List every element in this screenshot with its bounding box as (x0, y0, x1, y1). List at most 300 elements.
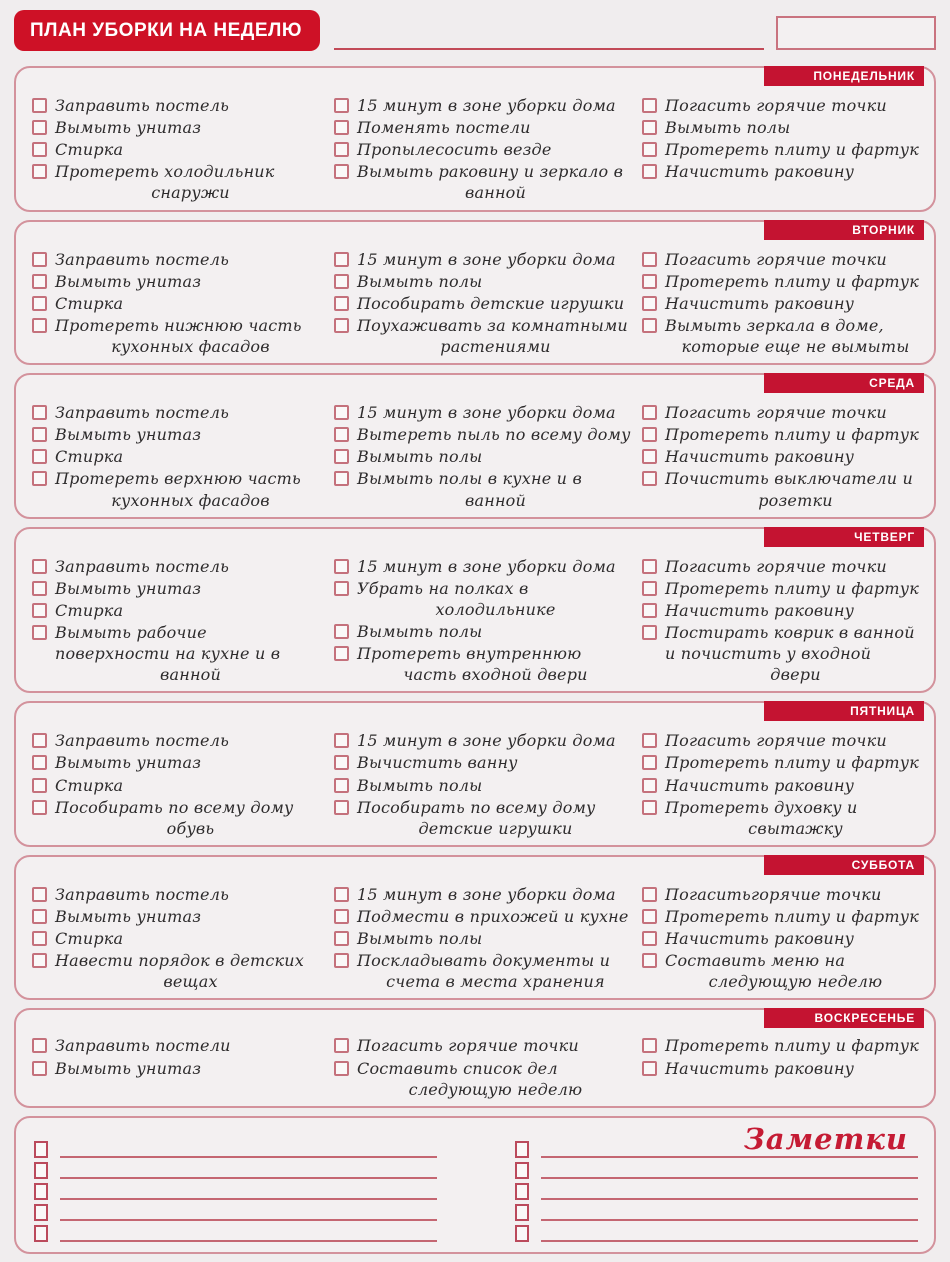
task-label: Вымыть полы (665, 118, 791, 138)
task-item (334, 1058, 634, 1100)
task-label: Заправить постель (55, 884, 230, 904)
task-item (334, 730, 634, 751)
task-item (334, 293, 634, 314)
task-checkbox[interactable] (334, 449, 349, 464)
task-label: Навести порядок в детских вещах (55, 951, 305, 992)
task-label: Составить меню на следующую неделю (665, 951, 883, 992)
note-row (515, 1222, 918, 1242)
task-label: Начистить раковину (665, 775, 855, 795)
note-row (34, 1180, 437, 1200)
task-checkbox[interactable] (642, 953, 657, 968)
task-checkbox[interactable] (334, 252, 349, 267)
note-row (515, 1201, 918, 1221)
task-checkbox[interactable] (334, 296, 349, 311)
task-checkbox[interactable] (334, 98, 349, 113)
task-item (32, 556, 326, 577)
task-item (32, 1058, 326, 1079)
task-label: Заправить постель (55, 556, 230, 576)
task-columns (32, 95, 926, 205)
task-columns (32, 884, 926, 994)
task-item (642, 293, 926, 314)
task-label: Составить список дел следующую неделю (357, 1058, 583, 1099)
task-label: Протереть плиту и фартук (665, 140, 919, 160)
task-label: Вымыть полы (357, 271, 483, 291)
task-item (32, 468, 326, 510)
task-item (642, 950, 926, 992)
task-item (32, 797, 326, 839)
task-label: Заправить постель (55, 731, 230, 751)
day-card (14, 373, 936, 519)
note-checkbox[interactable] (34, 1225, 48, 1242)
task-label: Протереть внутреннюю часть входной двери (357, 644, 588, 685)
task-checkbox[interactable] (32, 887, 47, 902)
task-item (334, 117, 634, 138)
note-checkbox[interactable] (515, 1162, 529, 1179)
note-checkbox[interactable] (34, 1183, 48, 1200)
task-label: Поухаживать за комнатными растениями (357, 315, 628, 356)
task-checkbox[interactable] (32, 778, 47, 793)
task-label: 15 минут в зоне уборки дома (357, 731, 616, 751)
task-item (32, 578, 326, 599)
task-item (334, 752, 634, 773)
note-fill-in-line[interactable] (541, 1156, 918, 1158)
day-card (14, 66, 936, 212)
task-checkbox[interactable] (642, 120, 657, 135)
note-row (34, 1201, 437, 1221)
task-label: Стирка (55, 140, 124, 160)
note-fill-in-line[interactable] (541, 1240, 918, 1242)
task-item (642, 906, 926, 927)
task-checkbox[interactable] (642, 559, 657, 574)
task-item (334, 271, 634, 292)
task-label: Протереть плиту и фартук (665, 1036, 919, 1056)
task-label: Погасить горячие точки (665, 403, 887, 423)
task-checkbox[interactable] (642, 581, 657, 596)
task-item (32, 906, 326, 927)
task-item (642, 797, 926, 839)
note-row (34, 1159, 437, 1179)
task-label: Заправить постель (55, 96, 230, 115)
task-checkbox[interactable] (32, 449, 47, 464)
note-fill-in-line[interactable] (541, 1198, 918, 1200)
task-label: Погаситьгорячие точки (665, 884, 882, 904)
task-columns (32, 556, 926, 687)
note-checkbox[interactable] (34, 1162, 48, 1179)
task-column (32, 730, 326, 840)
task-label: Погасить горячие точки (665, 249, 887, 269)
task-checkbox[interactable] (642, 318, 657, 333)
task-item (642, 556, 926, 577)
note-fill-in-line[interactable] (60, 1240, 437, 1242)
task-item (334, 1035, 634, 1056)
task-label: Вымыть унитаз (55, 118, 202, 138)
task-checkbox[interactable] (334, 733, 349, 748)
task-label: Погасить горячие точки (665, 96, 887, 115)
note-row (34, 1222, 437, 1242)
task-columns (32, 1035, 926, 1100)
task-column (642, 884, 926, 994)
task-checkbox[interactable] (334, 142, 349, 157)
task-checkbox[interactable] (642, 625, 657, 640)
task-label: Погасить горячие точки (665, 556, 887, 576)
task-checkbox[interactable] (334, 755, 349, 770)
task-checkbox[interactable] (32, 405, 47, 420)
task-column (334, 249, 634, 359)
task-checkbox[interactable] (32, 120, 47, 135)
task-label: Заправить постели (55, 1036, 231, 1056)
task-item (642, 468, 926, 510)
note-row (515, 1159, 918, 1179)
task-checkbox[interactable] (334, 120, 349, 135)
task-item (32, 315, 326, 357)
task-checkbox[interactable] (32, 931, 47, 946)
task-item (32, 928, 326, 949)
task-checkbox[interactable] (32, 296, 47, 311)
task-checkbox[interactable] (642, 755, 657, 770)
task-item (642, 249, 926, 270)
task-label: Начистить раковину (665, 1058, 855, 1078)
task-checkbox[interactable] (642, 733, 657, 748)
task-label: Вымыть полы (357, 447, 483, 467)
task-item (642, 752, 926, 773)
task-checkbox[interactable] (334, 887, 349, 902)
note-fill-in-line[interactable] (541, 1219, 918, 1221)
note-checkbox[interactable] (515, 1225, 529, 1242)
day-label: СРЕДА (764, 373, 924, 393)
task-item (32, 139, 326, 160)
task-checkbox[interactable] (642, 887, 657, 902)
day-card (14, 701, 936, 847)
date-fill-in-box[interactable] (776, 16, 936, 50)
task-item (334, 797, 634, 839)
task-label: Пособирать по всему дому детские игрушки (357, 797, 596, 838)
task-label: Пособирать детские игрушки (357, 293, 625, 313)
task-checkbox[interactable] (642, 449, 657, 464)
task-checkbox[interactable] (32, 471, 47, 486)
day-label: ЧЕТВЕРГ (764, 527, 924, 547)
task-label: Вымыть полы (357, 621, 483, 641)
task-label: Вымыть полы в кухне и в ванной (357, 469, 582, 510)
task-item (642, 95, 926, 116)
task-checkbox[interactable] (334, 405, 349, 420)
task-label: Вымыть унитаз (55, 1058, 202, 1078)
task-column (32, 249, 326, 359)
note-checkbox[interactable] (515, 1204, 529, 1221)
page-title: ПЛАН УБОРКИ НА НЕДЕЛЮ (14, 10, 320, 51)
task-checkbox[interactable] (334, 581, 349, 596)
task-label: Вымыть зеркала в доме, которые еще не вымыты (665, 315, 910, 356)
task-item (334, 468, 634, 510)
day-label: ВОСКРЕСЕНЬЕ (764, 1008, 924, 1028)
task-checkbox[interactable] (642, 1061, 657, 1076)
task-label: Вымыть унитаз (55, 425, 202, 445)
note-fill-in-line[interactable] (60, 1156, 437, 1158)
task-checkbox[interactable] (334, 1061, 349, 1076)
task-checkbox[interactable] (32, 142, 47, 157)
task-checkbox[interactable] (642, 909, 657, 924)
note-row (34, 1138, 437, 1158)
task-checkbox[interactable] (642, 427, 657, 442)
task-checkbox[interactable] (642, 603, 657, 618)
task-checkbox[interactable] (32, 1061, 47, 1076)
task-checkbox[interactable] (334, 624, 349, 639)
task-label: Вымыть полы (357, 929, 483, 949)
task-label: Почистить выключатели и розетки (665, 469, 914, 510)
task-label: Начистить раковину (665, 600, 855, 620)
task-item (334, 139, 634, 160)
task-item (642, 161, 926, 182)
task-checkbox[interactable] (32, 603, 47, 618)
task-item (642, 315, 926, 357)
task-item (334, 643, 634, 685)
day-label: ПЯТНИЦА (764, 701, 924, 721)
task-label: 15 минут в зоне уборки дома (357, 556, 616, 576)
task-label: Стирка (55, 929, 124, 949)
task-item (334, 928, 634, 949)
header (14, 10, 936, 54)
task-item (642, 730, 926, 751)
task-checkbox[interactable] (334, 953, 349, 968)
task-checkbox[interactable] (334, 318, 349, 333)
task-item (642, 884, 926, 905)
task-checkbox[interactable] (642, 800, 657, 815)
task-column (642, 1035, 926, 1100)
day-label: СУББОТА (764, 855, 924, 875)
notes-column (34, 1138, 437, 1242)
note-checkbox[interactable] (34, 1204, 48, 1221)
task-checkbox[interactable] (642, 252, 657, 267)
task-item (642, 578, 926, 599)
task-item (642, 446, 926, 467)
task-checkbox[interactable] (334, 800, 349, 815)
task-item (642, 928, 926, 949)
task-item (32, 161, 326, 203)
task-checkbox[interactable] (32, 953, 47, 968)
task-item (334, 775, 634, 796)
task-item (642, 1035, 926, 1056)
task-item (334, 161, 634, 203)
task-column (32, 1035, 326, 1100)
task-label: Заправить постель (55, 403, 230, 423)
notes-title: Заметки (743, 1122, 908, 1157)
task-item (642, 600, 926, 621)
task-checkbox[interactable] (642, 296, 657, 311)
task-column (32, 95, 326, 205)
task-item (334, 906, 634, 927)
task-item (334, 578, 634, 620)
task-column (642, 556, 926, 687)
task-checkbox[interactable] (334, 778, 349, 793)
task-columns (32, 402, 926, 512)
day-card (14, 527, 936, 694)
task-label: Вымыть полы (357, 775, 483, 795)
task-label: Стирка (55, 775, 124, 795)
task-label: 15 минут в зоне уборки дома (357, 249, 616, 269)
task-label: Пособирать по всему дому обувь (55, 797, 294, 838)
task-column (334, 1035, 634, 1100)
task-checkbox[interactable] (642, 405, 657, 420)
task-label: Погасить горячие точки (357, 1036, 579, 1056)
task-item (32, 775, 326, 796)
task-checkbox[interactable] (642, 98, 657, 113)
task-checkbox[interactable] (32, 909, 47, 924)
note-row (515, 1180, 918, 1200)
note-fill-in-line[interactable] (60, 1198, 437, 1200)
day-card (14, 1008, 936, 1108)
task-label: Стирка (55, 600, 124, 620)
task-checkbox[interactable] (334, 1038, 349, 1053)
task-label: Поскладывать документы и счета в места хранения (357, 951, 611, 992)
task-item (334, 95, 634, 116)
task-checkbox[interactable] (32, 559, 47, 574)
task-label: Вымыть унитаз (55, 753, 202, 773)
notes-section (14, 1116, 936, 1254)
task-item (32, 950, 326, 992)
task-column (334, 402, 634, 512)
task-item (642, 622, 926, 685)
task-column (642, 402, 926, 512)
task-label: 15 минут в зоне уборки дома (357, 96, 616, 115)
task-checkbox[interactable] (334, 646, 349, 661)
task-label: Начистить раковину (665, 447, 855, 467)
days-container (14, 66, 936, 1108)
task-label: Протереть плиту и фартук (665, 753, 919, 773)
task-checkbox[interactable] (334, 931, 349, 946)
task-label: Убрать на полках в холодильнике (357, 578, 556, 619)
day-label: ПОНЕДЕЛЬНИК (764, 66, 924, 86)
task-item (32, 600, 326, 621)
task-item (642, 271, 926, 292)
note-fill-in-line[interactable] (541, 1177, 918, 1179)
task-label: Протереть духовку и свытажку (665, 797, 858, 838)
task-item (32, 249, 326, 270)
task-item (32, 424, 326, 445)
task-checkbox[interactable] (334, 427, 349, 442)
task-item (642, 402, 926, 423)
task-label: Протереть холодильник снаружи (55, 162, 275, 203)
task-item (642, 117, 926, 138)
task-label: Вымыть унитаз (55, 906, 202, 926)
task-label: Протереть плиту и фартук (665, 906, 919, 926)
task-label: Вытереть пыль по всему дому (357, 425, 631, 445)
task-checkbox[interactable] (642, 778, 657, 793)
task-label: Погасить горячие точки (665, 731, 887, 751)
task-label: Вымыть раковину и зеркало в ванной (357, 162, 624, 203)
task-item (32, 730, 326, 751)
task-checkbox[interactable] (32, 581, 47, 596)
task-label: Стирка (55, 293, 124, 313)
task-checkbox[interactable] (334, 909, 349, 924)
task-checkbox[interactable] (642, 471, 657, 486)
task-item (642, 1058, 926, 1079)
task-label: Протереть плиту и фартук (665, 578, 919, 598)
task-item (32, 622, 326, 685)
note-checkbox[interactable] (34, 1141, 48, 1158)
task-item (32, 1035, 326, 1056)
task-checkbox[interactable] (32, 318, 47, 333)
task-checkbox[interactable] (334, 471, 349, 486)
task-label: Протереть плиту и фартук (665, 425, 919, 445)
task-label: 15 минут в зоне уборки дома (357, 884, 616, 904)
task-item (32, 117, 326, 138)
day-label: ВТОРНИК (764, 220, 924, 240)
task-column (334, 730, 634, 840)
task-item (334, 446, 634, 467)
date-fill-in-line[interactable] (334, 48, 764, 50)
task-column (642, 730, 926, 840)
task-checkbox[interactable] (32, 98, 47, 113)
task-checkbox[interactable] (334, 164, 349, 179)
task-checkbox[interactable] (32, 427, 47, 442)
task-item (32, 293, 326, 314)
task-label: Поменять постели (357, 118, 531, 138)
task-label: Протереть верхнюю часть кухонных фасадов (55, 469, 301, 510)
note-fill-in-line[interactable] (60, 1219, 437, 1221)
note-checkbox[interactable] (515, 1183, 529, 1200)
task-checkbox[interactable] (642, 164, 657, 179)
task-item (334, 950, 634, 992)
task-checkbox[interactable] (642, 931, 657, 946)
task-label: Постирать коврик в ванной и почистить у входной двери (665, 622, 915, 685)
note-fill-in-line[interactable] (60, 1177, 437, 1179)
task-column (334, 95, 634, 205)
task-columns (32, 249, 926, 359)
task-checkbox[interactable] (32, 164, 47, 179)
task-label: Вымыть унитаз (55, 578, 202, 598)
task-checkbox[interactable] (642, 1038, 657, 1053)
note-checkbox[interactable] (515, 1141, 529, 1158)
task-item (334, 884, 634, 905)
task-item (334, 402, 634, 423)
task-label: Стирка (55, 447, 124, 467)
task-checkbox[interactable] (642, 142, 657, 157)
task-column (32, 402, 326, 512)
task-item (642, 775, 926, 796)
task-column (334, 556, 634, 687)
task-columns (32, 730, 926, 840)
task-item (32, 402, 326, 423)
task-item (642, 424, 926, 445)
task-checkbox[interactable] (32, 625, 47, 640)
task-checkbox[interactable] (32, 252, 47, 267)
task-item (334, 556, 634, 577)
task-checkbox[interactable] (32, 755, 47, 770)
task-item (32, 271, 326, 292)
task-column (32, 884, 326, 994)
task-label: Начистить раковину (665, 929, 855, 949)
task-item (32, 884, 326, 905)
task-checkbox[interactable] (334, 559, 349, 574)
task-checkbox[interactable] (32, 1038, 47, 1053)
task-label: Вычистить ванну (357, 753, 518, 773)
task-column (642, 249, 926, 359)
task-label: Подмести в прихожей и кухне (357, 906, 629, 926)
task-item (334, 424, 634, 445)
task-checkbox[interactable] (642, 274, 657, 289)
day-card (14, 220, 936, 366)
task-label: Начистить раковину (665, 293, 855, 313)
task-column (334, 884, 634, 994)
task-label: Протереть плиту и фартук (665, 271, 919, 291)
task-item (334, 249, 634, 270)
task-item (334, 315, 634, 357)
task-checkbox[interactable] (32, 733, 47, 748)
task-checkbox[interactable] (334, 274, 349, 289)
task-checkbox[interactable] (32, 800, 47, 815)
task-label: Заправить постель (55, 249, 230, 269)
task-checkbox[interactable] (32, 274, 47, 289)
task-item (642, 139, 926, 160)
